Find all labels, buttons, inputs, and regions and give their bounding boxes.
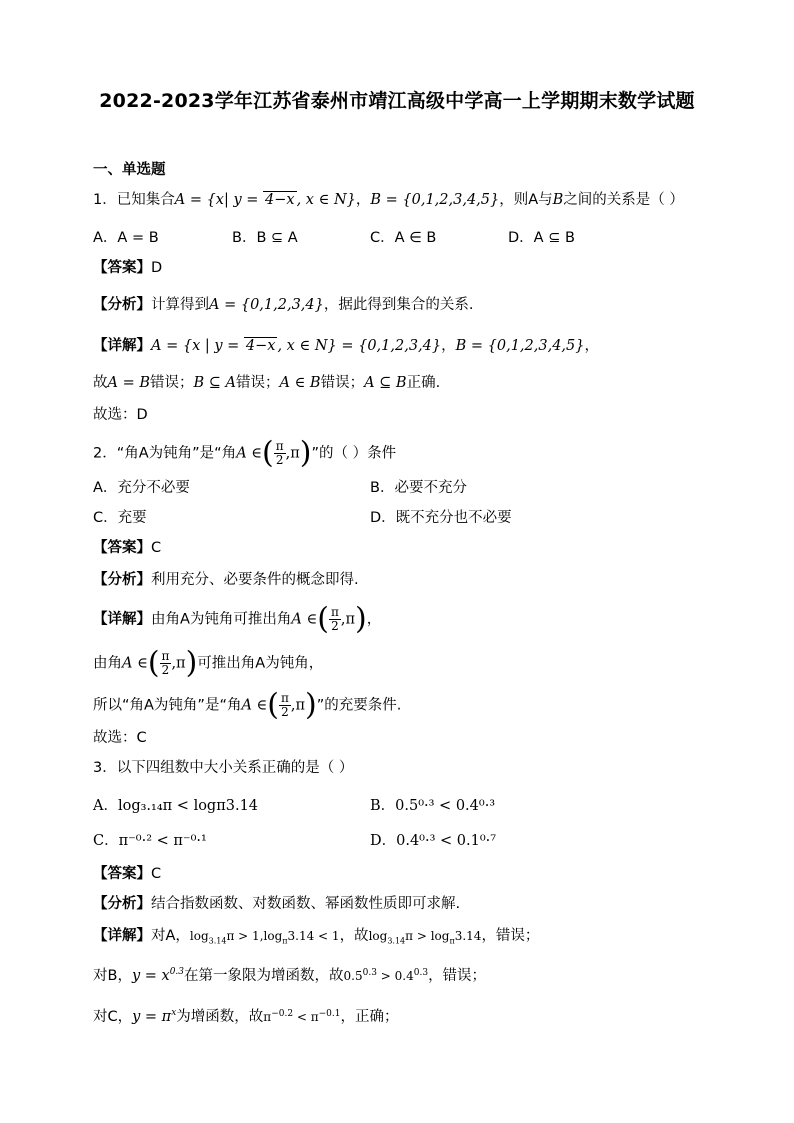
q3-detail-b-prefix: 对B，: [93, 967, 132, 984]
q1-conclusion: [93, 373, 440, 393]
q1-option-c: C．A ∈ B: [370, 230, 437, 246]
q3-detail-c-suffix: ，正确；: [340, 1008, 399, 1025]
q1-detail: 【详解】A = {x | y = 4−x , x ∈ N} = {0,1,2,3,4}，B = {0,1,2,3,4,5}，: [93, 338, 599, 354]
page-title: 2022-2023学年江苏省泰州市靖江高级中学高一上学期期末数学试题: [99, 90, 695, 112]
question-3-stem: 3．以下四组数中大小关系正确的是（ ）: [93, 760, 354, 776]
q2-answer: [93, 538, 161, 558]
detail-tag: 【详解】: [93, 338, 151, 354]
q1-c8: 正确.: [406, 375, 441, 391]
q2-answer-value: C: [151, 540, 162, 556]
q3-detail-c-prefix: 对C，: [93, 1008, 133, 1025]
q1-final: 故选：D: [93, 407, 148, 423]
q2-option-a: A．充分不必要: [93, 480, 190, 496]
detail-tag: 【详解】: [93, 611, 151, 628]
q3-option-d: D．0.4⁰·³ < 0.1⁰·⁷: [370, 833, 497, 849]
q1-analysis: [93, 295, 473, 315]
q2-option-c: C．充要: [93, 510, 147, 526]
q2-detail2-prefix: 由角: [93, 655, 122, 672]
q1-option-a: A．A = B: [93, 230, 159, 246]
q1-c1: A = B: [107, 375, 150, 391]
q3-option-a: A．log₃.₁₄π < logπ3.14: [93, 798, 259, 814]
q3-detail-a-mid: ，故: [339, 928, 369, 944]
analysis-tag: 【分析】: [93, 297, 151, 313]
q1-c5: A ∈ B: [279, 375, 321, 391]
detail-tag: 【详解】: [93, 928, 151, 944]
q3-analysis: [93, 894, 460, 914]
section-heading: 一、单选题: [93, 162, 166, 178]
q1-analysis-suffix: ，据此得到集合的关系.: [323, 297, 474, 313]
q1-c6: 错误；: [320, 375, 365, 391]
q1-stem-prefix: 1．已知集合: [93, 192, 175, 208]
q3-detail-a-suffix: ，错误；: [481, 928, 540, 944]
q3-detail-a-prefix: 对A，: [151, 928, 190, 944]
q1-option-d: D．A ⊆ B: [508, 230, 575, 246]
q1-stem-suffix: 之间的关系是（ ）: [563, 192, 684, 208]
q3-detail-c: 对C，$y = \pi^x$为增函数，故$\pi^{-0.2} < \pi^{-0.1}$，正确；: [93, 1008, 399, 1025]
answer-tag: 【答案】: [93, 866, 151, 882]
question-2-stem: 2．“角A为钝角”是“角A ∈( $\frac{\pi}{2}$ ,π)”的（ ）条件: [93, 435, 397, 471]
q2-final: 故选：C: [93, 730, 147, 746]
q1-c2: 错误；: [150, 375, 194, 391]
analysis-tag: 【分析】: [93, 896, 151, 912]
q3-detail-b: 对B，$y = x^{0.3}$在第一象限为增函数，故$0.5^{0.3} > 0.4^{0.3}$，错误；: [93, 967, 487, 984]
q1-c3: B ⊆ A: [193, 375, 236, 391]
answer-tag: 【答案】: [93, 540, 151, 556]
q1-c7: A ⊆ B: [364, 375, 407, 391]
q3-detail-a: 【详解】对A，$\log_{3.14}\pi > 1,\log_\pi 3.14 < 1$，故$\log_{3.14}\pi > \log_\pi 3.14$，错误；: [93, 928, 540, 946]
question-1-stem: 1．已知集合A = {x| y = 4−x , x ∈ N}，B = {0,1,2,3,4,5}，则A与B之间的关系是（ ）: [93, 192, 684, 208]
q3-detail-c-mid: 为增函数，故: [176, 1008, 264, 1025]
q1-c0: 故: [93, 375, 108, 391]
q3-answer: [93, 864, 161, 884]
q1-c4: 错误；: [236, 375, 280, 391]
q2-detail3-prefix: 所以“角A为钝角”是“角: [93, 697, 242, 714]
q1-analysis-set: A = {0,1,2,3,4}: [209, 297, 324, 313]
q2-detail-1: 【详解】由角A为钝角可推出角A ∈( $\frac{\pi}{2}$ ,π)，: [93, 601, 382, 637]
q3-detail-b-mid: 在第一象限为增函数，故: [184, 967, 344, 984]
q1-set-b: B = {0,1,2,3,4,5}: [370, 192, 500, 208]
answer-tag: 【答案】: [93, 260, 151, 276]
q2-detail2-suffix: 可推出角A为钝角，: [197, 655, 324, 672]
q3-answer-value: C: [151, 866, 162, 882]
q1-answer: [93, 258, 162, 278]
q2-detail3-suffix: ”的充要条件.: [316, 697, 402, 714]
q3-option-b: B．0.5⁰·³ < 0.4⁰·³: [370, 798, 496, 814]
q2-detail-3: 所以“角A为钝角”是“角A ∈( $\frac{\pi}{2}$ ,π)”的充要条件.: [93, 687, 402, 723]
q1-set-a: A = {x| y = 4−x , x ∈ N}: [174, 192, 356, 208]
q2-option-b: B．必要不充分: [370, 480, 467, 496]
q3-analysis-text: 结合指数函数、对数函数、幂函数性质即可求解.: [151, 896, 461, 912]
q1-analysis-prefix: 计算得到: [151, 297, 209, 313]
q2-detail1-text: 由角A为钝角可推出角: [151, 611, 292, 628]
q3-detail-b-suffix: ，错误；: [428, 967, 487, 984]
q2-detail-2: 由角A ∈( $\frac{\pi}{2}$ ,π)可推出角A为钝角，: [93, 645, 324, 681]
q2-stem-suffix: ”的（ ）条件: [311, 445, 397, 462]
q1-detail-math: A = {x | y = 4−x , x ∈ N} = {0,1,2,3,4}: [151, 338, 442, 354]
q1-stem-mid: ，则A与: [499, 192, 553, 208]
q1-detail-math2: B = {0,1,2,3,4,5}: [455, 338, 585, 354]
q2-stem-prefix: 2．“角A为钝角”是“角: [93, 445, 237, 462]
q1-answer-value: D: [151, 260, 163, 276]
analysis-tag: 【分析】: [93, 572, 151, 588]
q2-analysis-text: 利用充分、必要条件的概念即得.: [151, 572, 359, 588]
q3-option-c: C．π⁻⁰·² < π⁻⁰·¹: [93, 833, 207, 849]
q1-option-b: B．B ⊆ A: [232, 230, 298, 246]
q2-analysis: [93, 570, 359, 590]
q2-option-d: D．既不充分也不必要: [370, 510, 512, 526]
